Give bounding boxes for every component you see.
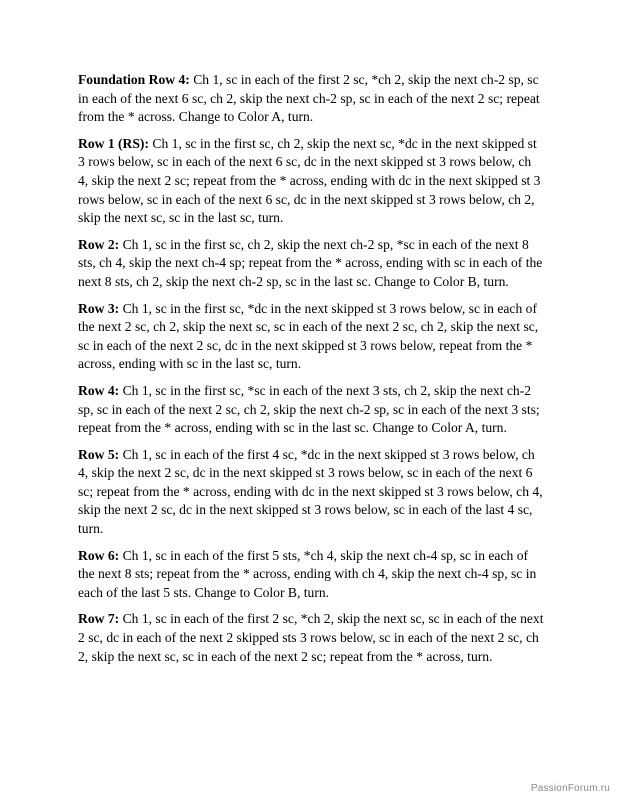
pattern-instructions [78, 71, 544, 674]
row-text: Ch 1, sc in each of the first 5 sts, *ch 4, skip the next ch-4 sp, sc in each of the next 8 sts; repeat from the * across, ending with ch 4, skip the next ch-4 sp, sc in each of the last 5 sts. Change to Color B, turn. [78, 547, 537, 600]
row-text: Ch 1, sc in each of the first 2 sc, *ch 2, skip the next ch-2 sp, sc in each of the next 6 sc, ch 2, skip the next ch-2 sp, sc in each of the next 2 sc; repeat from the * across. Change to Color A, turn. [78, 72, 540, 125]
row-text: Ch 1, sc in the first sc, *dc in the next skipped st 3 rows below, sc in each of the next 2 sc, ch 2, skip the next sc, sc in each of the next 2 sc, ch 2, skip the next sc, sc in each of the next 2 sc, dc in the next skipped st 3 rows below, repeat from the * across, ending with sc in the last sc, turn. [78, 300, 539, 372]
row-label: Row 4: [78, 382, 120, 398]
row-5 [78, 446, 544, 539]
row-7 [78, 610, 544, 666]
row-label: Row 7: [78, 611, 120, 627]
row-6 [78, 547, 544, 603]
row-label: Row 5: [78, 446, 120, 462]
row-2 [78, 236, 544, 292]
row-label: Row 1 (RS): [78, 135, 149, 151]
watermark: PassionForum.ru [530, 783, 610, 794]
row-4 [78, 382, 544, 438]
row-1 [78, 135, 544, 228]
row-text: Ch 1, sc in the first sc, *sc in each of the next 3 sts, ch 2, skip the next ch-2 sp, sc in each of the next 2 sc, ch 2, skip the next ch-2 sp, sc in each of the next 3 sts; repeat from the * across, ending with sc in the last sc. Change to Color A, turn. [78, 382, 540, 436]
row-text: Ch 1, sc in each of the first 4 sc, *dc in the next skipped st 3 rows below, ch 4, skip the next 2 sc, dc in the next skipped st 3 rows below, sc in each of the next 6 sc; repeat from the * across, ending with dc in the next skipped st 3 rows below, ch 4, skip the next 2 sc, dc in the next skipped st 3 rows below, sc in each of the last 4 sc, turn. [78, 446, 543, 537]
row-foundation-4 [78, 71, 544, 127]
row-text: Ch 1, sc in the first sc, ch 2, skip the next ch-2 sp, *sc in each of the next 8 sts, ch 4, skip the next ch-4 sp; repeat from the * across, ending with sc in each of the next 8 sts, ch 2, skip the next ch-2 sp, sc in the last sc. Change to Color B, turn. [78, 236, 543, 289]
row-label: Foundation Row 4: [78, 72, 190, 87]
row-label: Row 3: [78, 300, 120, 316]
row-label: Row 2: [78, 236, 120, 252]
row-3 [78, 300, 544, 374]
row-label: Row 6: [78, 547, 120, 563]
row-text: Ch 1, sc in each of the first 2 sc, *ch 2, skip the next sc, sc in each of the next 2 sc, dc in each of the next 2 skipped sts 3 rows below, sc in each of the next 2 sc, ch 2, skip the next sc, sc in each of the next 2 sc; repeat from the * across, turn. [78, 611, 544, 664]
row-text: Ch 1, sc in the first sc, ch 2, skip the next sc, *dc in the next skipped st 3 rows below, sc in each of the next 6 sc, dc in the next skipped st 3 rows below, ch 4, skip the next 2 sc; repeat from the * across, ending with dc in the next skipped st 3 rows below, sc in each of the next 6 sc, dc in the next skipped st 3 rows below, ch 2, skip the next sc, sc in the last sc, turn. [78, 135, 541, 226]
